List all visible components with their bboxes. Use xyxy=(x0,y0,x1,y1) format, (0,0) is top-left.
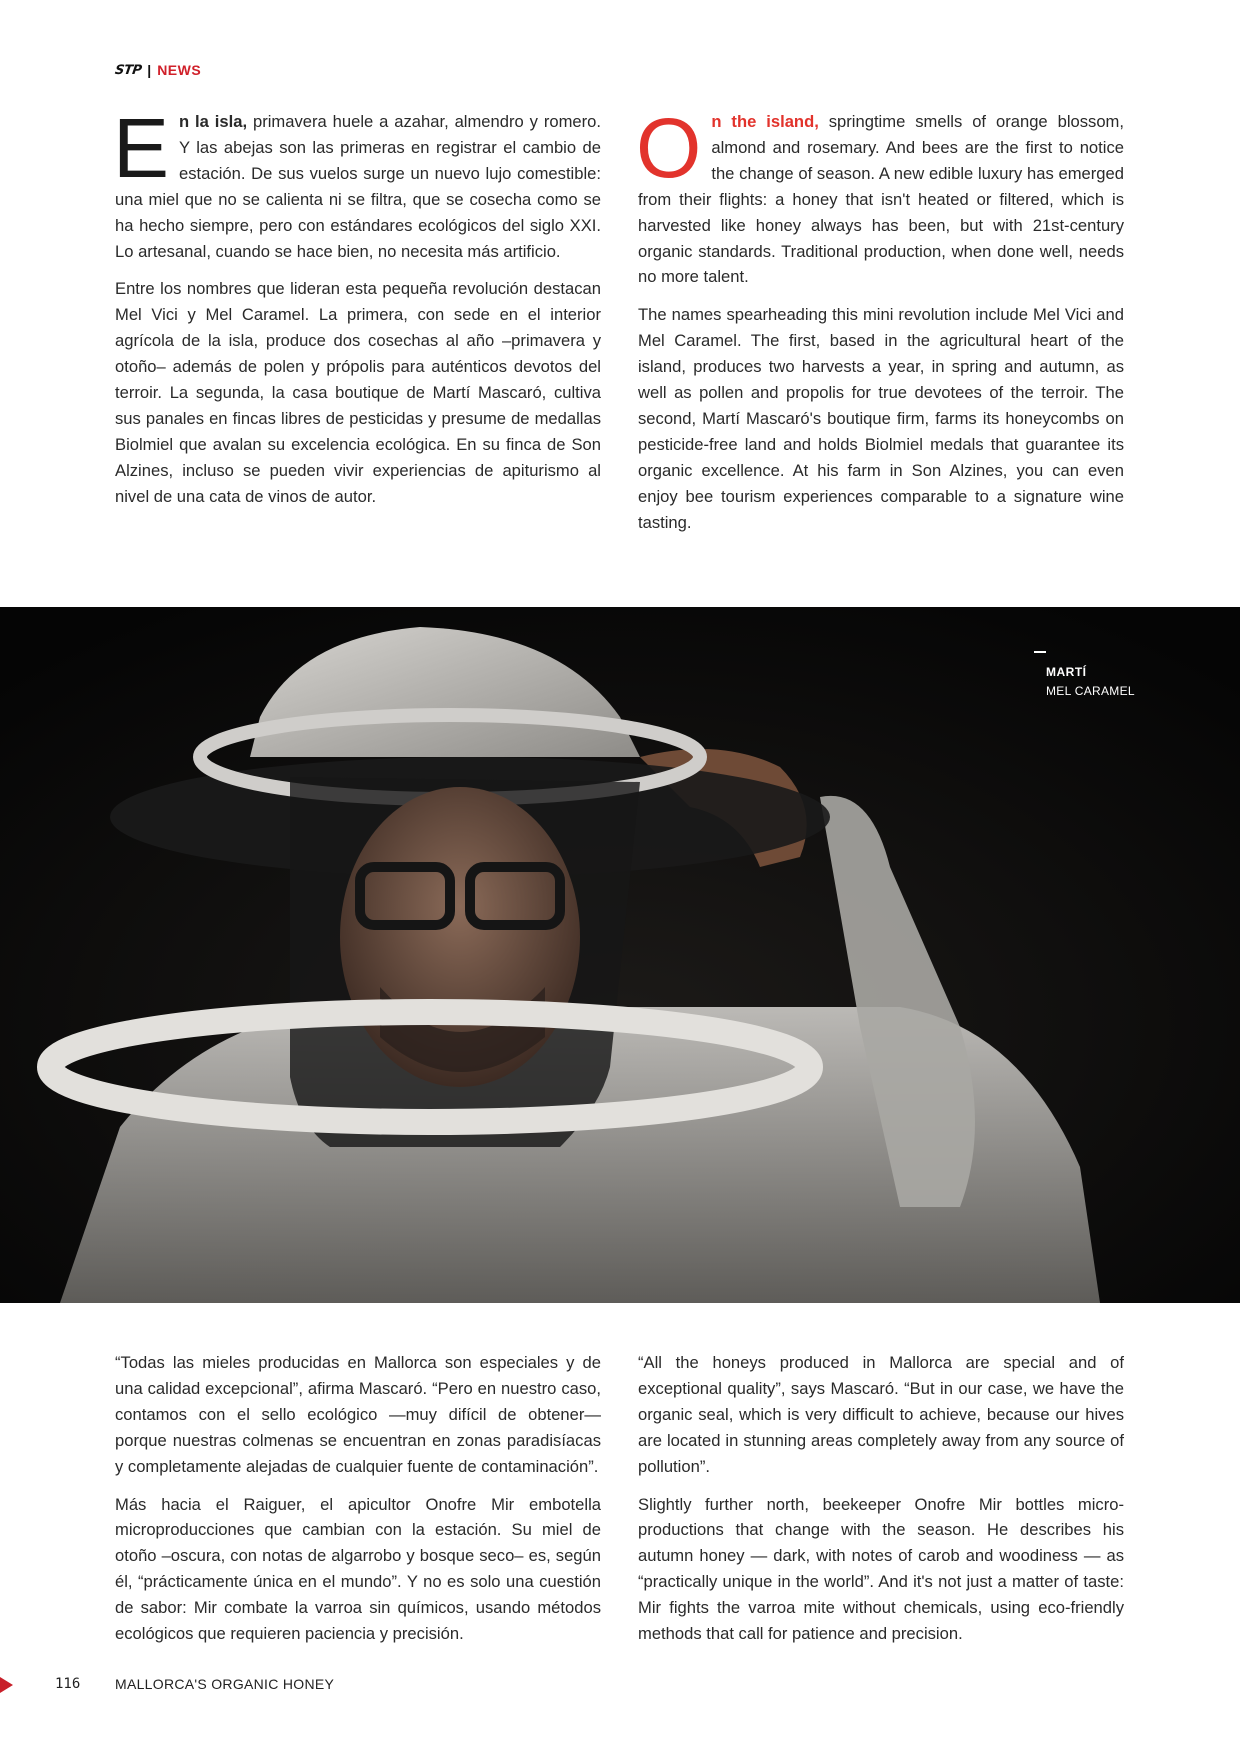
lead-in-en: n the island, xyxy=(711,112,819,131)
caption-name: MARTÍ xyxy=(1046,665,1087,679)
beekeeper-photo xyxy=(0,607,1240,1303)
article-top-english xyxy=(636,101,1124,548)
paragraph-es-4: Más hacia el Raiguer, el apicultor Onofre Mir embotella microproducciones que cambian con la estación. Su miel de otoño –oscura, con notas de algarrobo y bosque seco– es, según él, “prácticamente única en el mundo”. Y no es solo una cuestión de sabor: Mir combate la varroa sin químicos, usando métodos ecológicos que requieren paciencia y precisión. xyxy=(115,1494,601,1644)
intro-text-en: springtime smells of orange blossom, almond and rosemary. And bees are the first to notice the change of season. A new edible luxury has emerged from their flights: a honey that isn't heated or filtered, which is harvested like honey always has been, but with 21st-century organic standards. Traditional production, when done well, needs no more talent. xyxy=(638,112,1124,287)
header xyxy=(115,62,201,78)
paragraph-en-2: The names spearheading this mini revolution include Mel Vici and Mel Caramel. The first, based in the agricultural heart of the island, produces two harvests a year, in spring and autumn, as well as pollen and propolis for true devotees of the terroir. The second, Martí Mascaró's boutique firm, farms its honeycombs on pesticide-free land and holds Biolmiel medals that guarantee its organic excellence. At his farm in Son Alzines, you can even enjoy bee tourism experiences comparable to a signature wine tasting. xyxy=(638,305,1124,532)
page-number: 116 xyxy=(55,1676,81,1692)
article-bottom-english xyxy=(638,1350,1124,1659)
caption-organization: MEL CARAMEL xyxy=(1046,684,1135,698)
page-footer xyxy=(0,1674,1240,1696)
lead-in-es: n la isla, xyxy=(179,112,248,131)
caption-dash xyxy=(1034,651,1046,653)
photo-caption xyxy=(1046,651,1135,698)
intro-paragraph-en xyxy=(636,101,1124,290)
article-top-spanish xyxy=(113,101,601,522)
paragraph-en-3: “All the honeys produced in Mallorca are special and of exceptional quality”, says Mascaró. “But in our case, we have the organic seal, which is very difficult to achieve, because our hives are located in stunning areas completely away from any source of pollution”. xyxy=(638,1353,1124,1476)
section-label: NEWS xyxy=(157,62,202,78)
intro-paragraph-es xyxy=(113,101,601,264)
publication-logo: STP xyxy=(113,62,143,78)
paragraph-en-4: Slightly further north, beekeeper Onofre Mir bottles micro-productions that change with the season. He describes his autumn honey — dark, with notes of carob and woodiness — as “practically unique in the world”. And it's not just a matter of taste: Mir fights the varroa mite without chemicals, using eco-friendly methods that call for patience and precision. xyxy=(638,1494,1124,1644)
dropcap-en: O xyxy=(636,101,702,195)
paragraph-es-3: “Todas las mieles producidas en Mallorca son especiales y de una calidad excepcional”, afirma Mascaró. “Pero en nuestro caso, contamos con el sello ecológico —muy difícil de obtener— porque nuestras colmenas se encuentran en zonas paradisíacas y completamente alejadas de cualquier fuente de contaminación”. xyxy=(115,1353,601,1476)
dropcap-es: E xyxy=(113,101,170,195)
running-title: MALLORCA'S ORGANIC HONEY xyxy=(115,1676,335,1692)
beekeeper-illustration xyxy=(0,607,1240,1303)
article-bottom-spanish xyxy=(115,1350,601,1659)
page-marker-icon xyxy=(0,1677,13,1693)
header-separator: | xyxy=(147,62,152,78)
paragraph-es-2: Entre los nombres que lideran esta pequeña revolución destacan Mel Vici y Mel Caramel. La primera, con sede en el interior agrícola de la isla, produce dos cosechas al año –primavera y otoño– además de polen y própolis para auténticos devotos del terroir. La segunda, la casa boutique de Martí Mascaró, cultiva sus panales en fincas libres de pesticidas y presume de medallas Biolmiel que avalan su excelencia ecológica. En su finca de Son Alzines, incluso se pueden vivir experiencias de apiturismo al nivel de una cata de vinos de autor. xyxy=(115,279,601,506)
intro-text-es: primavera huele a azahar, almendro y romero. Y las abejas son las primeras en registrar el cambio de estación. De sus vuelos surge un nuevo lujo comestible: una miel que no se calienta ni se filtra, que se cosecha como se ha hecho siempre, pero con estándares ecológicos del siglo XXI. Lo artesanal, cuando se hace bien, no necesita más artificio. xyxy=(115,112,601,261)
